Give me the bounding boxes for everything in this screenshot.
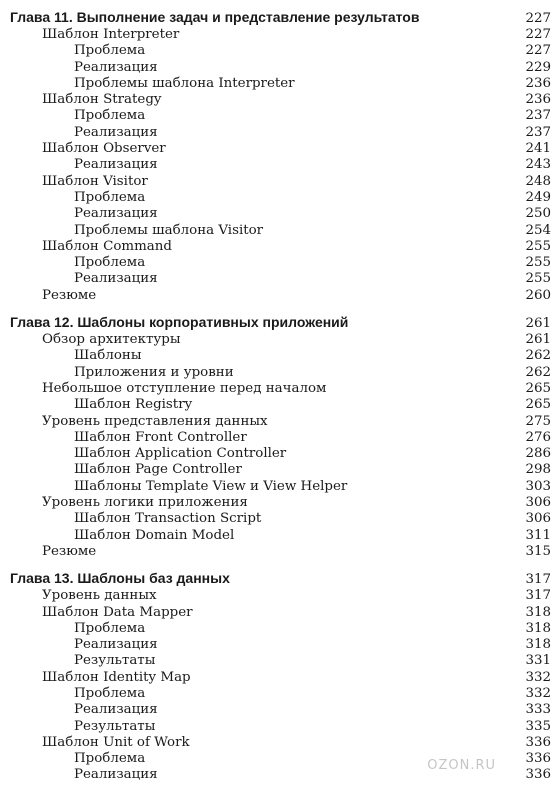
page-number: 260 xyxy=(525,287,551,303)
toc-subsection-entry xyxy=(10,157,551,173)
chapter-section xyxy=(10,314,551,560)
page-number: 318 xyxy=(525,604,551,620)
toc-section-entry xyxy=(10,239,551,255)
entry-title: Шаблон Front Controller xyxy=(74,429,247,445)
toc-subsection-entry xyxy=(10,528,551,544)
entry-title: Проблема xyxy=(74,108,146,124)
toc-subsection-entry xyxy=(10,348,551,364)
entry-title: Уровень логики приложения xyxy=(42,495,248,511)
toc-subsection-entry xyxy=(10,76,551,92)
entry-title: Шаблон Domain Model xyxy=(74,527,235,543)
chapter-title: Глава 13. Шаблоны баз данных xyxy=(10,570,230,587)
toc-section-entry xyxy=(10,544,551,560)
toc-section-entry xyxy=(10,174,551,190)
toc-subsection-entry xyxy=(10,511,551,527)
chapter-heading xyxy=(10,314,551,331)
entry-title: Небольшое отступление перед началом xyxy=(42,380,327,396)
page-number: 265 xyxy=(525,397,551,413)
toc-subsection-entry xyxy=(10,206,551,222)
page-number: 333 xyxy=(525,702,551,718)
toc-section-entry xyxy=(10,288,551,304)
page-number: 336 xyxy=(525,751,551,767)
toc-subsection-entry xyxy=(10,653,551,669)
entry-title: Шаблон Strategy xyxy=(42,92,162,108)
toc-subsection-entry xyxy=(10,462,551,478)
page-number: 317 xyxy=(525,572,551,588)
page-number: 236 xyxy=(525,92,551,108)
toc-section-entry xyxy=(10,735,551,751)
chapter-section xyxy=(10,9,551,304)
watermark: OZON.RU xyxy=(427,758,496,773)
entry-title: Шаблон Command xyxy=(42,238,172,254)
entry-title: Резюме xyxy=(42,287,97,303)
page-number: 336 xyxy=(525,734,551,750)
page-number: 255 xyxy=(525,238,551,254)
toc-section-entry xyxy=(10,670,551,686)
page-number: 237 xyxy=(525,124,551,140)
toc-subsection-entry xyxy=(10,60,551,76)
entry-title: Обзор архитектуры xyxy=(42,332,181,348)
entry-title: Проблема xyxy=(74,751,146,767)
entry-title: Шаблон Application Controller xyxy=(74,446,287,462)
toc-section-entry xyxy=(10,27,551,43)
page-number: 262 xyxy=(525,348,551,364)
toc-section-entry xyxy=(10,92,551,108)
page-number: 241 xyxy=(525,141,551,157)
toc-subsection-entry xyxy=(10,446,551,462)
page-number: 255 xyxy=(525,255,551,271)
toc-subsection-entry xyxy=(10,479,551,495)
page-number: 331 xyxy=(525,653,551,669)
page-number: 276 xyxy=(525,429,551,445)
page-number: 317 xyxy=(525,588,551,604)
entry-title: Шаблон Page Controller xyxy=(74,462,242,478)
toc-section-entry xyxy=(10,381,551,397)
page-number: 311 xyxy=(525,527,551,543)
entry-title: Проблемы шаблона Interpreter xyxy=(74,75,295,91)
chapter-title: Глава 12. Шаблоны корпоративных приложений xyxy=(10,314,349,331)
entry-title: Проблема xyxy=(74,255,146,271)
entry-title: Шаблон Identity Map xyxy=(42,669,191,685)
toc-subsection-entry xyxy=(10,430,551,446)
toc-subsection-entry xyxy=(10,702,551,718)
page-number: 332 xyxy=(525,685,551,701)
chapter-heading xyxy=(10,9,551,26)
page-number: 332 xyxy=(525,669,551,685)
toc-subsection-entry xyxy=(10,255,551,271)
entry-title: Шаблон Unit of Work xyxy=(42,734,190,750)
toc-section-entry xyxy=(10,414,551,430)
toc-subsection-entry xyxy=(10,637,551,653)
entry-title: Шаблон Observer xyxy=(42,141,166,157)
toc-subsection-entry xyxy=(10,621,551,637)
chapter-section xyxy=(10,570,551,784)
entry-title: Реализация xyxy=(74,637,158,653)
page-number: 250 xyxy=(525,206,551,222)
entry-title: Проблемы шаблона Visitor xyxy=(74,222,264,238)
page-number: 306 xyxy=(525,511,551,527)
entry-title: Проблема xyxy=(74,685,146,701)
toc-subsection-entry xyxy=(10,125,551,141)
page-number: 243 xyxy=(525,157,551,173)
entry-title: Результаты xyxy=(74,653,156,669)
toc-subsection-entry xyxy=(10,43,551,59)
toc-subsection-entry xyxy=(10,365,551,381)
toc-subsection-entry xyxy=(10,190,551,206)
page-number: 336 xyxy=(525,767,551,783)
entry-title: Приложения и уровни xyxy=(74,364,234,380)
page-number: 298 xyxy=(525,462,551,478)
page-number: 303 xyxy=(525,478,551,494)
table-of-contents xyxy=(10,9,551,784)
page-number: 254 xyxy=(525,222,551,238)
toc-section-entry xyxy=(10,332,551,348)
entry-title: Проблема xyxy=(74,620,146,636)
page-number: 236 xyxy=(525,75,551,91)
page-number: 265 xyxy=(525,380,551,396)
entry-title: Шаблон Registry xyxy=(74,397,193,413)
page-number: 255 xyxy=(525,271,551,287)
page-number: 261 xyxy=(525,332,551,348)
entry-title: Реализация xyxy=(74,767,158,783)
entry-title: Реализация xyxy=(74,59,158,75)
page-number: 275 xyxy=(525,413,551,429)
toc-subsection-entry xyxy=(10,271,551,287)
entry-title: Реализация xyxy=(74,271,158,287)
page-number: 318 xyxy=(525,620,551,636)
toc-section-entry xyxy=(10,605,551,621)
entry-title: Проблема xyxy=(74,189,146,205)
page-number: 227 xyxy=(525,27,551,42)
entry-title: Резюме xyxy=(42,543,97,559)
page-number: 248 xyxy=(525,173,551,189)
entry-title: Уровень представления данных xyxy=(42,413,268,429)
toc-subsection-entry xyxy=(10,719,551,735)
page-number: 237 xyxy=(525,108,551,124)
toc-subsection-entry xyxy=(10,397,551,413)
page-number: 306 xyxy=(525,495,551,511)
entry-title: Шаблоны xyxy=(74,348,142,364)
page-number: 286 xyxy=(525,446,551,462)
page-number: 315 xyxy=(525,543,551,559)
entry-title: Проблема xyxy=(74,43,146,59)
toc-subsection-entry xyxy=(10,686,551,702)
entry-title: Результаты xyxy=(74,718,156,734)
toc-subsection-entry xyxy=(10,108,551,124)
chapter-heading xyxy=(10,570,551,587)
page-number: 249 xyxy=(525,189,551,205)
entry-title: Шаблоны Template View и View Helper xyxy=(74,478,348,494)
entry-title: Шаблон Visitor xyxy=(42,173,148,189)
page-number: 262 xyxy=(525,364,551,380)
entry-title: Реализация xyxy=(74,702,158,718)
page-number: 227 xyxy=(525,43,551,59)
toc-section-entry xyxy=(10,588,551,604)
chapter-title: Глава 11. Выполнение задач и представление результатов xyxy=(10,9,420,25)
toc-section-entry xyxy=(10,141,551,157)
toc-subsection-entry xyxy=(10,223,551,239)
page-number: 229 xyxy=(525,59,551,75)
entry-title: Шаблон Data Mapper xyxy=(42,604,193,620)
entry-title: Шаблон Transaction Script xyxy=(74,511,262,527)
entry-title: Реализация xyxy=(74,124,158,140)
page-number: 261 xyxy=(525,316,551,332)
entry-title: Реализация xyxy=(74,206,158,222)
entry-title: Шаблон Interpreter xyxy=(42,27,180,42)
page-number: 335 xyxy=(525,718,551,734)
page-number: 227 xyxy=(525,11,551,26)
page-number: 318 xyxy=(525,637,551,653)
toc-section-entry xyxy=(10,495,551,511)
entry-title: Реализация xyxy=(74,157,158,173)
entry-title: Уровень данных xyxy=(42,588,157,604)
